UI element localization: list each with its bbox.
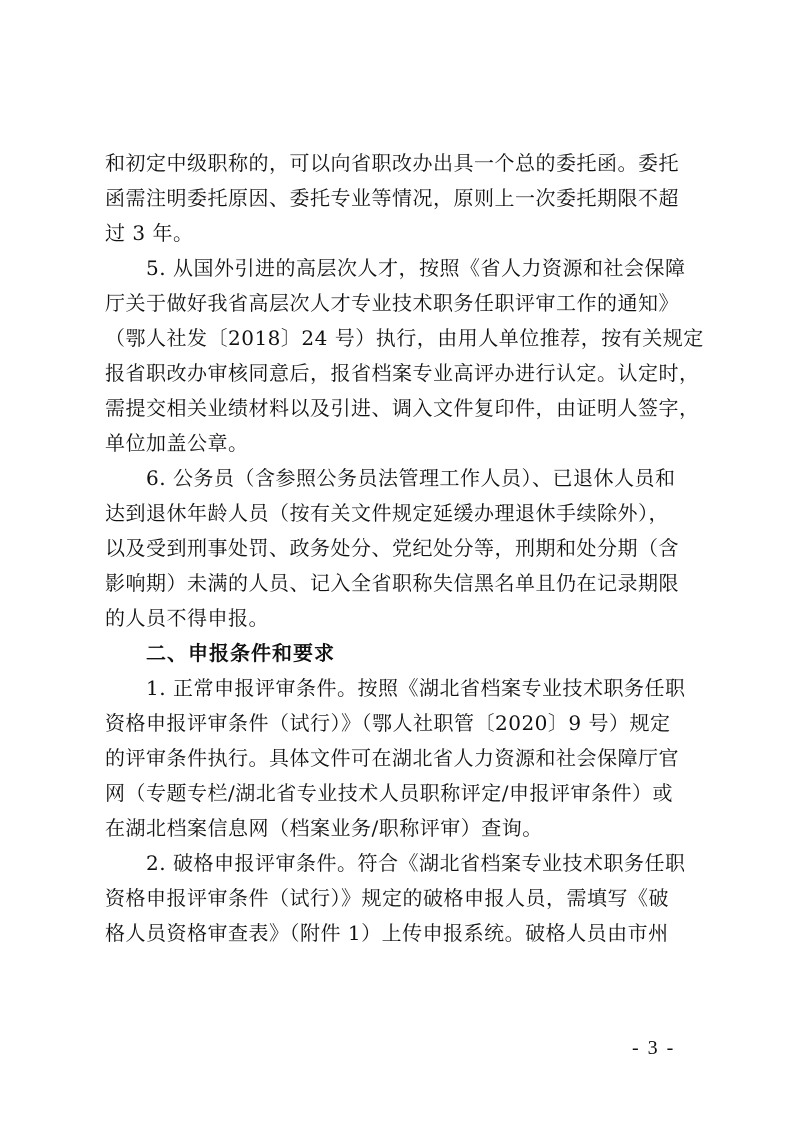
body-line: 资格申报评审条件（试行）》规定的破格申报人员，需填写《破 bbox=[105, 886, 669, 910]
body-line: 资格申报评审条件（试行）》（鄂人社职管〔2020〕9 号）规定 bbox=[105, 711, 671, 735]
paragraph-6-first-line: 6. 公务员（含参照公务员法管理工作人员）、已退休人员和 bbox=[146, 466, 676, 490]
body-line: 需提交相关业绩材料以及引进、调入文件复印件，由证明人签字， bbox=[105, 396, 700, 420]
paragraph-5-first-line: 5. 从国外引进的高层次人才，按照《省人力资源和社会保障 bbox=[146, 256, 686, 280]
section-heading: 二、申报条件和要求 bbox=[146, 641, 335, 665]
document-body bbox=[105, 146, 704, 951]
page-number: - 3 - bbox=[632, 1037, 676, 1059]
body-line: 函需注明委托原因、委托专业等情况，原则上一次委托期限不超 bbox=[105, 186, 679, 210]
body-line: 在湖北档案信息网（档案业务/职称评审）查询。 bbox=[105, 816, 543, 840]
body-line: 达到退休年龄人员（按有关文件规定延缓办理退休手续除外）， bbox=[105, 501, 669, 525]
body-line: 过 3 年。 bbox=[105, 221, 194, 245]
body-line: 的评审条件执行。具体文件可在湖北省人力资源和社会保障厅官 bbox=[105, 746, 679, 770]
body-line: 影响期）未满的人员、记入全省职称失信黑名单且仍在记录期限 bbox=[105, 571, 679, 595]
body-line: 以及受到刑事处罚、政务处分、党纪处分等，刑期和处分期（含 bbox=[105, 536, 679, 560]
body-line: 厅关于做好我省高层次人才专业技术职务任职评审工作的通知》 bbox=[105, 291, 679, 315]
body-line: （鄂人社发〔2018〕24 号）执行，由用人单位推荐，按有关规定 bbox=[105, 326, 704, 350]
body-line: 和初定中级职称的，可以向省职改办出具一个总的委托函。委托 bbox=[105, 151, 679, 175]
body-line: 格人员资格审查表》（附件 1）上传申报系统。破格人员由市州 bbox=[105, 921, 669, 945]
body-line: 报省职改办审核同意后，报省档案专业高评办进行认定。认定时， bbox=[105, 361, 700, 385]
body-line: 网（专题专栏/湖北省专业技术人员职称评定/申报评审条件）或 bbox=[105, 781, 673, 805]
body-line: 单位加盖公章。 bbox=[105, 431, 249, 455]
item-2-first-line: 2. 破格申报评审条件。符合《湖北省档案专业技术职务任职 bbox=[146, 851, 686, 875]
item-1-first-line: 1. 正常申报评审条件。按照《湖北省档案专业技术职务任职 bbox=[146, 676, 686, 700]
body-line: 的人员不得申报。 bbox=[105, 606, 269, 630]
